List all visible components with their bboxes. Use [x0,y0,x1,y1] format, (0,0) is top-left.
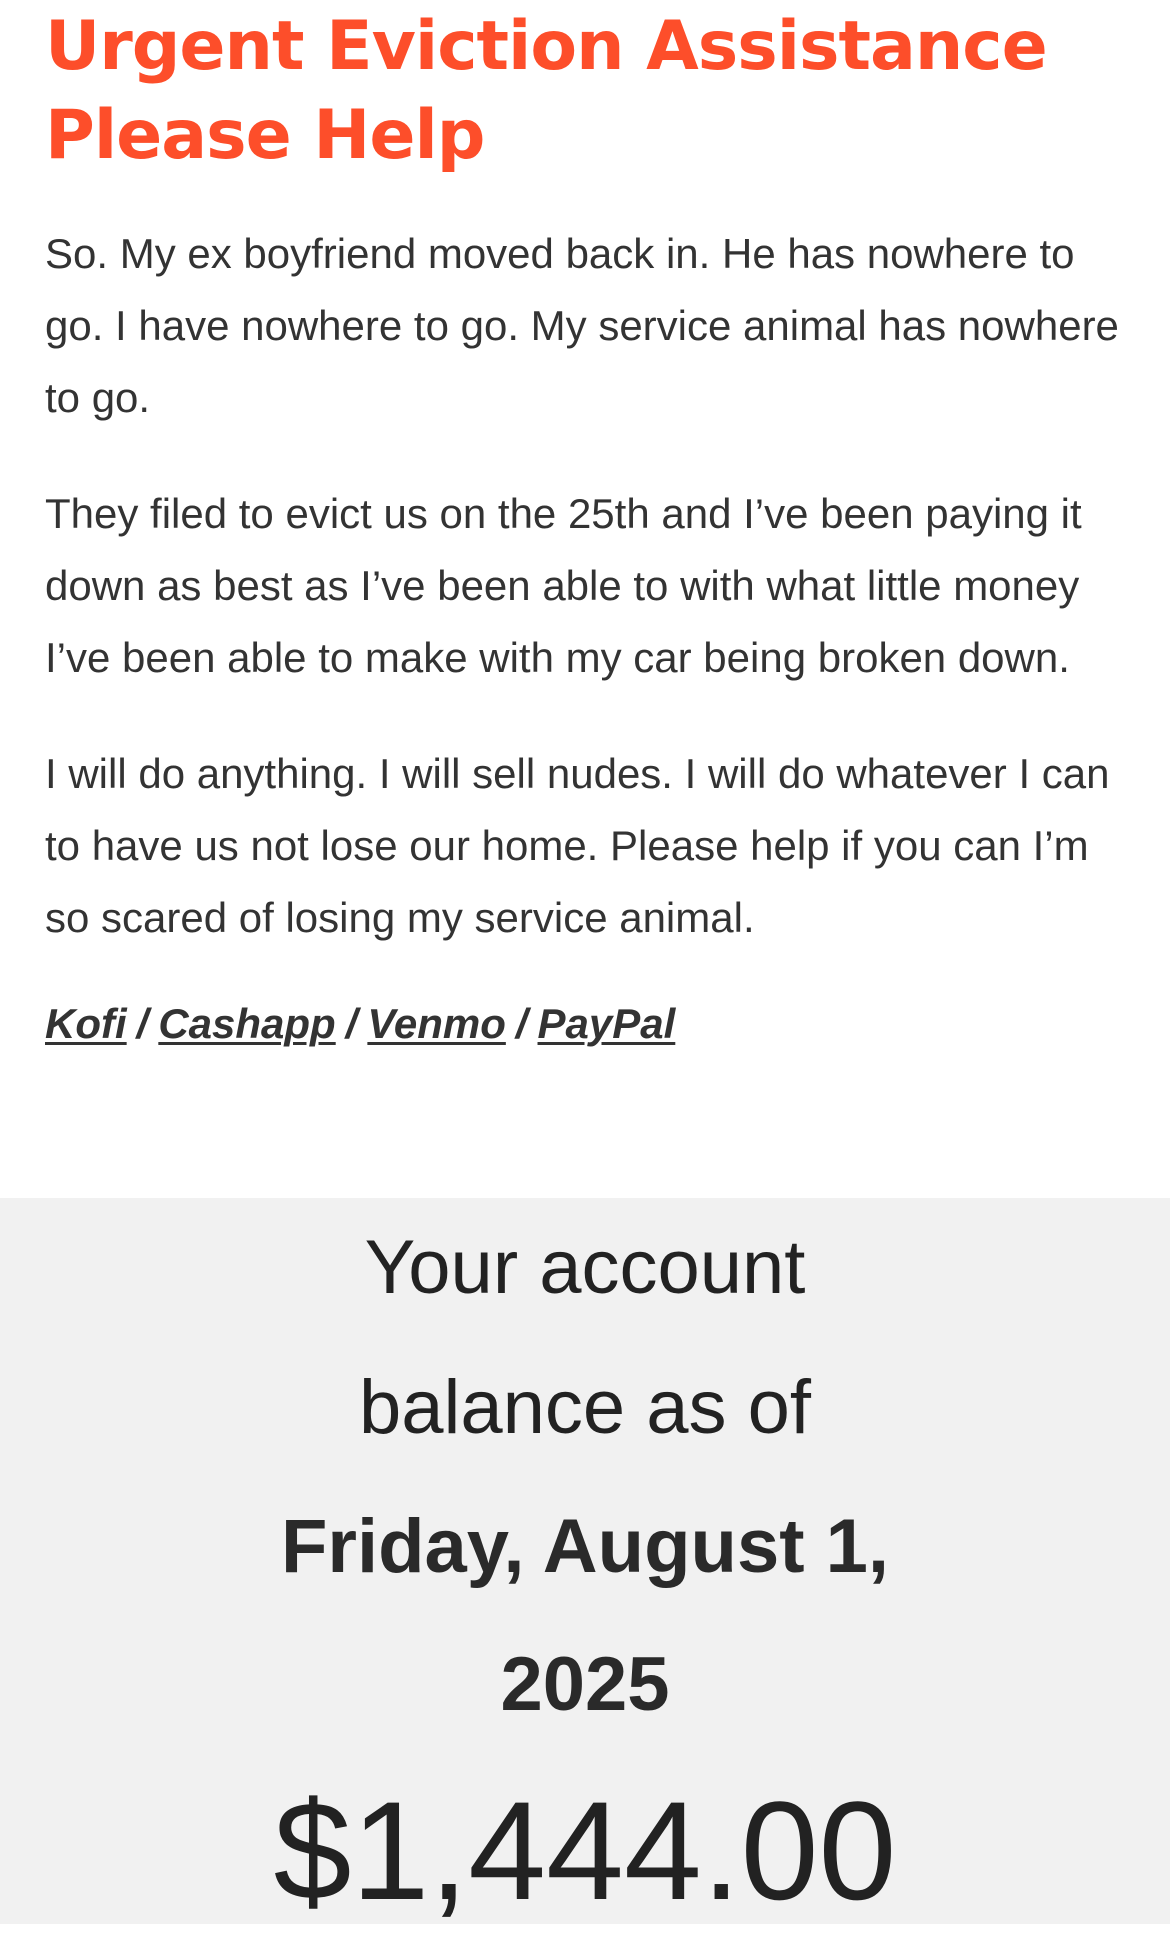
balance-label-line-1: Your account [364,1225,806,1310]
kofi-link[interactable]: Kofi [45,1000,127,1047]
link-separator: / [345,1000,358,1047]
venmo-link[interactable]: Venmo [367,1000,506,1047]
balance-amount: $1,444.00 [273,1772,897,1929]
link-separator: / [136,1000,149,1047]
balance-date-line-2: 2025 [500,1642,670,1727]
balance-date-line-1: Friday, August 1, [280,1504,890,1589]
cashapp-link[interactable]: Cashapp [158,1000,336,1047]
post-title: Urgent Eviction Assistance Please Help [45,7,1047,175]
post-paragraph-1: So. My ex boyfriend moved back in. He has nowhere to go. I have nowhere to go. My service animal has nowhere to go. [45,230,1119,421]
post-paragraph-3: I will do anything. I will sell nudes. I will do whatever I can to have us not lose our home. Please help if you can I’m so scared of losing my service animal. [45,750,1110,941]
link-separator: / [515,1000,528,1047]
post-body [45,218,1125,954]
paypal-link[interactable]: PayPal [537,1000,676,1047]
balance-date [0,1478,1170,1754]
post-paragraph-2: They filed to evict us on the 25th and I’ve been paying it down as best as I’ve been able to with what little money I’ve been able to make with my car being broken down. [45,490,1082,681]
balance-label-line-2: balance as of [358,1365,812,1450]
donation-links [45,996,1125,1052]
balance-label [0,1198,1170,1478]
account-balance-screenshot [0,1198,1170,1929]
